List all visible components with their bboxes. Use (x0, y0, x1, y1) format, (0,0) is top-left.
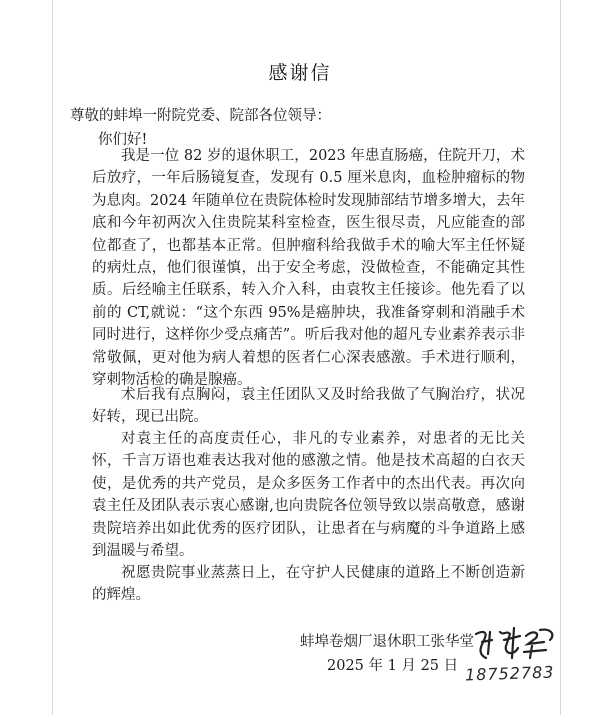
greeting: 你们好! (98, 132, 148, 148)
letter-title: 感谢信 (268, 62, 332, 84)
body-paragraph-3: 对袁主任的高度责任心，非凡的专业素养，对患者的无比关怀，千言万语也难表达我对他的感激之情。他是技术高超的白衣天使，是优秀的共产党员，是众多医务工作者中的杰出代表。再次向袁主任及团队表示衷心感谢,也向贵院各位领导致以崇高敬意，感谢贵院培养出如此优秀的医疗团队，让患者在与病魔的斗争道路上感到温暖与希望。 (92, 431, 525, 560)
page-border-right (560, 0, 561, 715)
handwritten-phone-number: 18752783 (464, 662, 555, 685)
body-paragraph-2: 术后我有点胸闷，袁主任团队又及时给我做了气胸治疗，状况好转，现已出院。 (92, 387, 525, 426)
signature-organization: 蚌埠卷烟厂退休职工张华堂 (300, 634, 474, 650)
page-border-left (52, 0, 53, 715)
body-paragraph-4: 祝愿贵院事业蒸蒸日上，在守护人民健康的道路上不断创造新的辉煌。 (92, 565, 525, 604)
body-paragraph-1: 我是一位 82 岁的退休职工，2023 年患直肠癌，住院开刀，术后放疗，一年后肠镜复查，发现有 0.5 厘米息肉，血检肿瘤标的物为息肉。2024 年随单位在贵院体检时发现肺部结节增多增大，去年底和今年初两次入住贵院某科室检查，医生很尽责，凡应能查的部位都查了，也都基本正常。但肿瘤科给我做手术的喻大军主任怀疑的病灶点，他们很谨慎，出于安全考虑，没做检查，不能确定其性质。后经喻主任联系，转入介入科，由袁牧主任接诊。他先看了以前的 CT,就说：“这个东西 95%是癌肿块，我准备穿刺和消融手术同时进行，这样你少受点痛苦”。听后我对他的超凡专业素养表示非常敬佩，更对他为病人着想的医者仁心深表感激。手术进行顺利，穿刺物活检的确是腺癌。 (92, 148, 526, 389)
signature-date: 2025 年 1 月 25 日 (327, 658, 459, 674)
salutation: 尊敬的蚌埠一附院党委、院部各位领导： (70, 108, 331, 124)
handwritten-signature (470, 624, 570, 664)
